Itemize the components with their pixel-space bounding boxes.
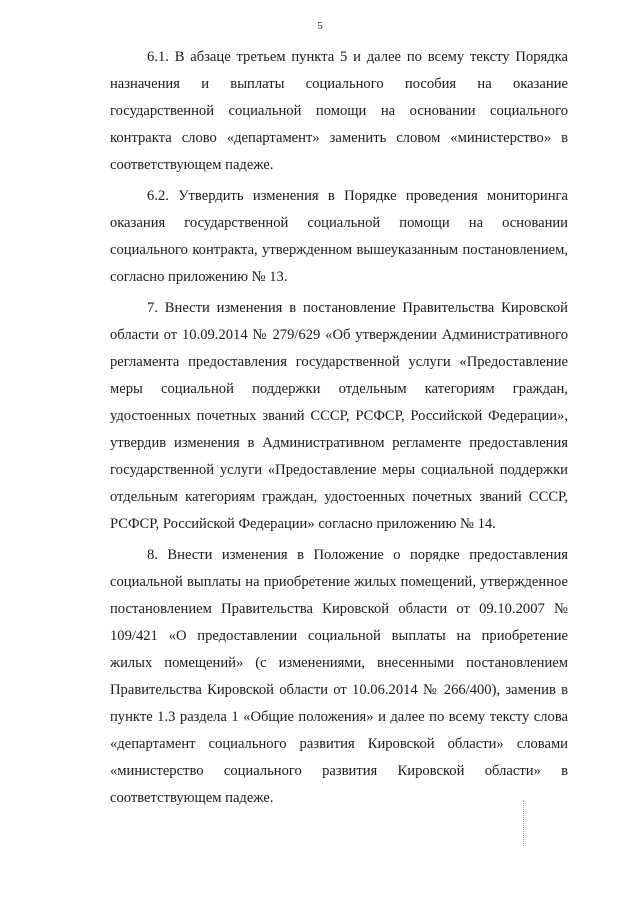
paragraph-6-2: 6.2. Утвердить изменения в Порядке проведения мониторинга оказания государственной социальной помощи на основании социального контракта, утвержденном вышеуказанным постановлением, согласно приложению № 13. xyxy=(110,188,568,285)
paragraph-8: 8. Внести изменения в Положение о порядке предоставления социальной выплаты на приобретение жилых помещений, утвержденное постановлением Правительства Кировской области от 09.10.2007 № 109/421 «О предоставлении социальной выплаты на приобретение жилых помещений» (с изменениями, внесенными постановлением Правительства Кировской области от 10.06.2014 № 266/400), заменив в пункте 1.3 раздела 1 «Общие положения» и далее по всему тексту слова «департамент социального развития Кировской области» словами «министерство социального развития Кировской области» в соответствующем падеже. xyxy=(110,547,568,806)
document-body xyxy=(110,44,568,816)
page-number: 5 xyxy=(317,20,323,32)
paragraph-6-1: 6.1. В абзаце третьем пункта 5 и далее по всему тексту Порядка назначения и выплаты социального пособия на оказание государственной социальной помощи на основании социального контракта слово «департамент» заменить словом «министерство» в соответствующем падеже. xyxy=(110,49,568,173)
paragraph-7: 7. Внести изменения в постановление Правительства Кировской области от 10.09.2014 № 279/629 «Об утверждении Административного регламента предоставления государственной услуги «Предоставление меры социальной поддержки отдельным категориям граждан, удостоенных почетных званий СССР, РСФСР, Российской Федерации», утвердив изменения в Административном регламенте предоставления государственной услуги «Предоставление меры социальной поддержки отдельным категориям граждан, удостоенных почетных званий СССР, РСФСР, Российской Федерации» согласно приложению № 14. xyxy=(110,300,568,532)
scan-artifact-mark xyxy=(523,800,526,846)
